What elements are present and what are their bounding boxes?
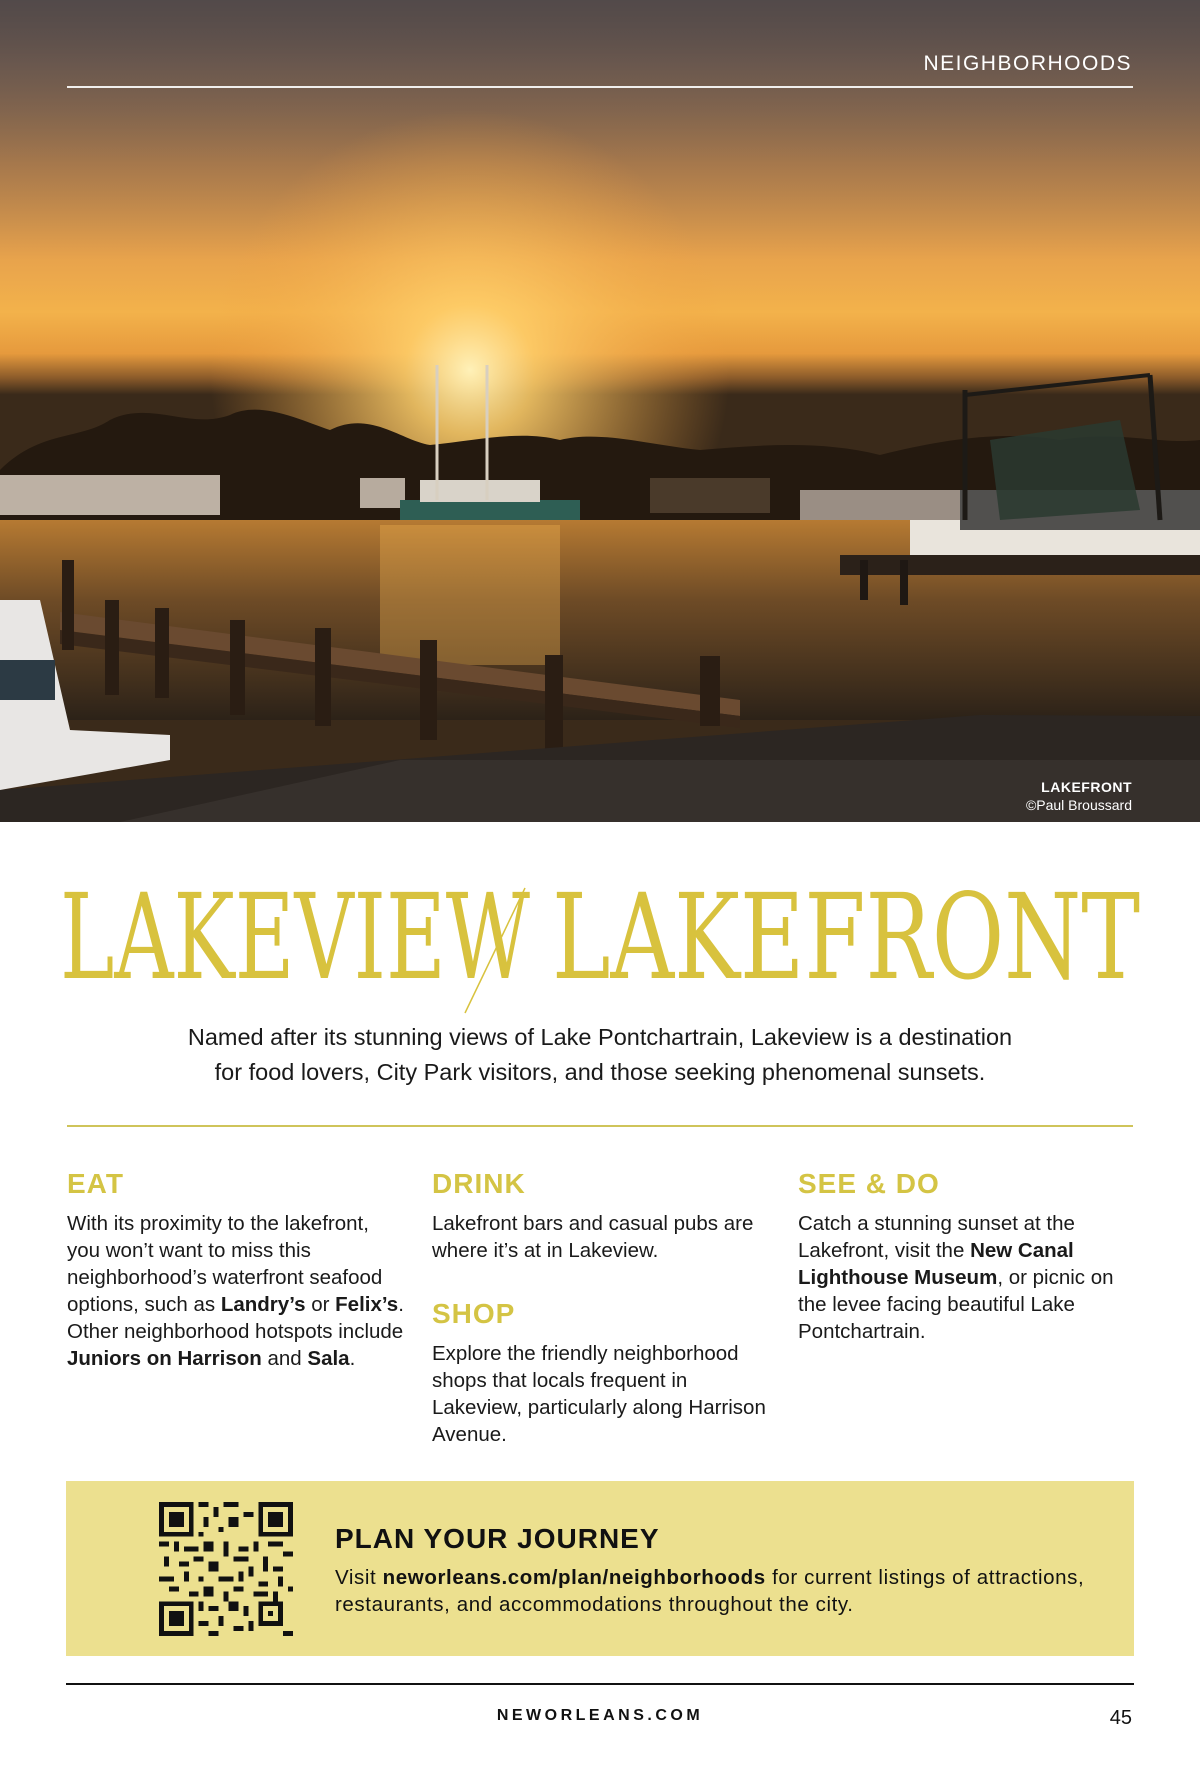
eat-text: With its proximity to the lakefront, you won’t want to miss this neighborhood’s waterfront seafood options, such as Landry’s or Felix’s. Other neighborhood hotspots include Juniors on Harrison and Sala. [67,1212,404,1370]
see-do-text: Catch a stunning sunset at the Lakefront, visit the New Canal Lighthouse Museum, or picnic on the levee facing beautiful Lake Pontchartrain. [798,1212,1114,1343]
photo-caption-title: LAKEFRONT [1041,779,1132,795]
photo-credit: ©Paul Broussard [1025,797,1132,813]
landrys-name: Landry’s [220,1293,306,1316]
title-lakefront: LAKEFRONT [552,868,1140,1006]
drink-heading: DRINK [432,1168,526,1199]
felixs-name: Felix’s [335,1293,399,1316]
photo-caption [1026,778,1132,814]
plan-heading: PLAN YOUR JOURNEY [335,1523,660,1554]
qr-code-icon[interactable] [159,1502,293,1636]
footer-site: NEWORLEANS.COM [496,1707,704,1724]
intro-line-2: for food lovers, City Park visitors, and those seeking phenomenal sunsets. [214,1059,986,1085]
sala-name: Sala [307,1347,350,1370]
footer-rule [66,1683,1134,1685]
shop-text: Explore the friendly neighborhood shops that locals frequent in Lakeview, particularly along Harrison Avenue. [432,1342,766,1446]
lighthouse-museum-name: New Canal Lighthouse Museum [798,1239,1074,1289]
sunset-harbor-illustration [0,0,1200,822]
intro-paragraph [100,1020,1100,1090]
page-title [60,868,1140,1018]
plan-your-journey-box [66,1481,1134,1656]
eat-column [67,1168,407,1372]
eat-heading: EAT [67,1168,124,1199]
page-number: 45 [1109,1707,1132,1729]
title-lakeview: LAKEVIEW [60,868,530,1006]
section-label: NEIGHBORHOODS [923,52,1132,75]
header-rule [67,86,1133,88]
plan-text: Visit neworleans.com/plan/neighborhoods for current listings of attractions, restaurants, and accommodations throughout the city. [335,1566,1085,1616]
see-do-column [798,1168,1138,1345]
neighborhoods-link[interactable]: neworleans.com/plan/neighborhoods [382,1566,766,1589]
shop-heading: SHOP [432,1298,516,1329]
see-do-heading: SEE & DO [798,1168,940,1199]
section-divider [67,1125,1133,1127]
hero-photo [0,0,1200,822]
intro-line-1: Named after its stunning views of Lake Pontchartrain, Lakeview is a destination [187,1024,1013,1050]
drink-shop-column [432,1168,772,1448]
juniors-name: Juniors on Harrison [67,1347,262,1370]
drink-text: Lakefront bars and casual pubs are where it’s at in Lakeview. [432,1212,754,1262]
